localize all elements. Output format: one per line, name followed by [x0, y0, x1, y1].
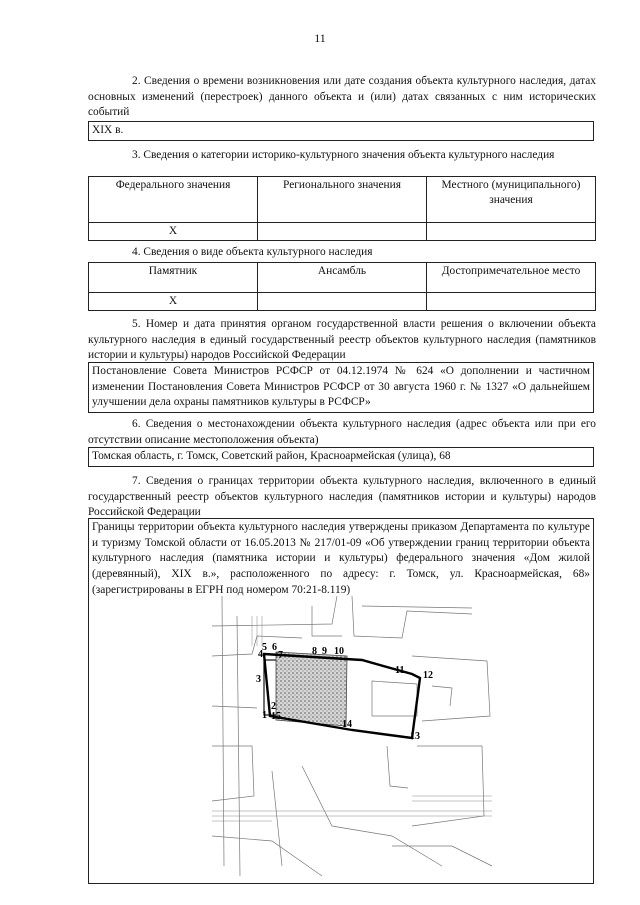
section-5-heading: 5. Номер и дата принятия органом государственной власти решения о включении объекта культурного наследия в единый государственный реестр объектов культурного наследия (памятников истории и культуры) народов Российской Федерации: [88, 318, 596, 362]
map-label-8: 8: [312, 646, 317, 657]
category-table-value-row: [89, 223, 596, 241]
map-label-12: 12: [423, 670, 433, 681]
category-value-federal: X: [89, 223, 258, 241]
map-label-7: 7: [278, 650, 283, 661]
category-header-local: Местного (муниципального) значения: [427, 177, 596, 223]
type-header-monument: Памятник: [89, 263, 258, 293]
type-value-monument: X: [89, 293, 258, 311]
page-number: 11: [314, 31, 326, 45]
category-table-header-row: [89, 177, 596, 223]
section-7-heading: 7. Сведения о границах территории объекта культурного наследия, включенного в единый государственный реестр объектов культурного наследия (памятников истории и культуры) народов Российской Федерации: [88, 475, 596, 519]
type-table-value-row: [89, 293, 596, 311]
map-label-6: 6: [272, 642, 277, 653]
type-value-ensemble: [258, 293, 427, 311]
map-label-2: 2: [271, 701, 276, 712]
map-label-3: 3: [256, 674, 261, 685]
type-table-header-row: [89, 263, 596, 293]
type-table: [88, 262, 596, 311]
category-value-local: [427, 223, 596, 241]
map-protected-building: [276, 652, 347, 726]
section-7-value: Границы территории объекта культурного наследия утверждены приказом Департамента по культуре и туризму Томской области от 16.05.2013 № 217/01-09 «Об утверждении границ территории объекта культурного наследия (памятника истории и культуры) федерального значения «Дом жилой (деревянный), XIX в.», расположенного по адресу: г. Томск, ул. Красноармейская, 68» (зарегистрированы в ЕГРН под номером 70:21-8.119): [92, 521, 590, 596]
boundary-map: [212, 596, 494, 878]
map-label-10: 10: [334, 646, 344, 657]
map-label-13: 13: [410, 731, 420, 742]
map-background-lines: [212, 596, 492, 876]
section-6-value: Томская область, г. Томск, Советский район, Красноармейская (улица), 68: [88, 447, 594, 467]
section-3-heading: 3. Сведения о категории историко-культурного значения объекта культурного наследия: [132, 149, 555, 161]
section-4-heading: 4. Сведения о виде объекта культурного наследия: [132, 246, 373, 258]
type-value-landmark: [427, 293, 596, 311]
category-header-regional: Регионального значения: [258, 177, 427, 223]
section-2-value: XIX в.: [88, 121, 594, 141]
section-6-heading: 6. Сведения о местонахождении объекта культурного наследия (адрес объекта или при его отсутствии описание местоположения объекта): [88, 418, 596, 446]
map-label-4: 4: [258, 649, 263, 660]
map-label-5: 5: [262, 642, 267, 653]
category-header-federal: Федерального значения: [89, 177, 258, 223]
map-label-14: 14: [342, 719, 352, 730]
map-label-15: 15: [271, 711, 281, 722]
section-5-value: Постановление Совета Министров РСФСР от 04.12.1974 № 624 «О дополнении и частичном изменении Постановления Совета Министров РСФСР от 30 августа 1960 г. № 1327 «О дальнейшем улучшении дела охраны памятников культуры в РСФСР»: [88, 362, 594, 413]
section-2-heading: 2. Сведения о времени возникновения или дате создания объекта культурного наследия, датах основных изменений (перестроек) данного объекта и (или) датах связанных с ним исторических событий: [88, 75, 596, 119]
map-label-11: 11: [395, 665, 405, 676]
category-table: [88, 176, 596, 241]
category-value-regional: [258, 223, 427, 241]
map-label-1: 1: [262, 710, 267, 721]
type-header-ensemble: Ансамбль: [258, 263, 427, 293]
map-label-9: 9: [322, 646, 327, 657]
type-header-landmark: Достопримечательное место: [427, 263, 596, 293]
